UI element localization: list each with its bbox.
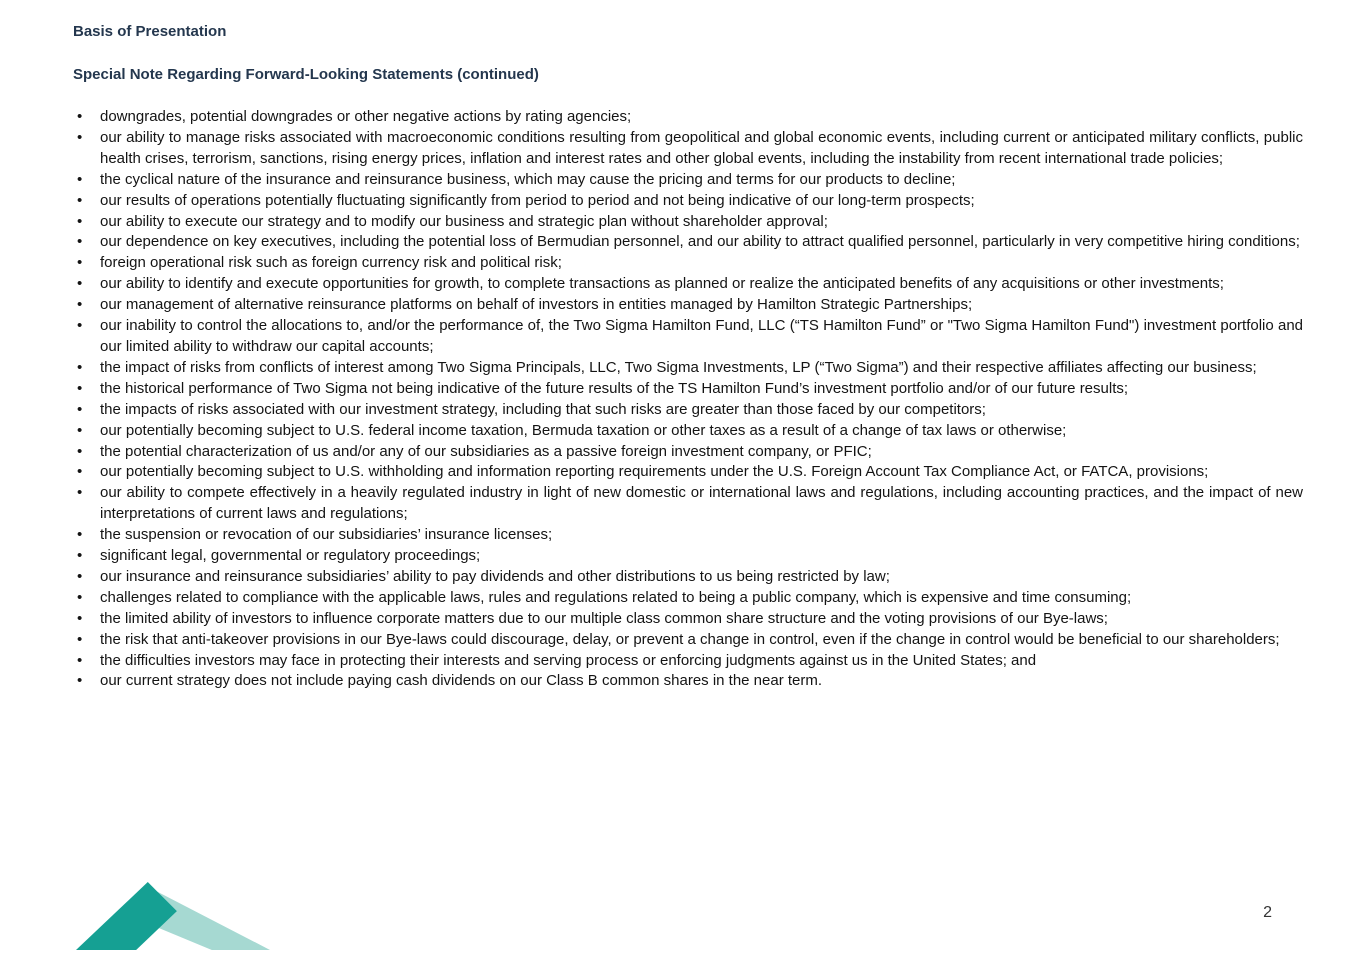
bullet-item: • our inability to control the allocations to, and/or the performance of, the Two Sigma Hamilton Fund, LLC (“TS Hamilton Fund” or "Two Sigma Hamilton Fund") investment portfolio and our limited ability to withdraw our capital accounts; [73,316,1303,358]
hamilton-logo-icon [76,882,270,950]
bullet-item: • foreign operational risk such as foreign currency risk and political risk; [73,253,1303,274]
bullet-item: • challenges related to compliance with the applicable laws, rules and regulations related to being a public company, which is expensive and time consuming; [73,588,1303,609]
bullet-item: • the difficulties investors may face in protecting their interests and serving process or enforcing judgments against us in the United States; and [73,651,1303,672]
bullet-item: • the cyclical nature of the insurance and reinsurance business, which may cause the pricing and terms for our products to decline; [73,170,1303,191]
bullet-item: • the suspension or revocation of our subsidiaries’ insurance licenses; [73,525,1303,546]
bullet-item: • our insurance and reinsurance subsidiaries’ ability to pay dividends and other distributions to us being restricted by law; [73,567,1303,588]
bullet-item: • the impact of risks from conflicts of interest among Two Sigma Principals, LLC, Two Sigma Investments, LP (“Two Sigma”) and their respective affiliates affecting our business; [73,358,1303,379]
bullet-item: • our ability to manage risks associated with macroeconomic conditions resulting from geopolitical and global economic events, including current or anticipated military conflicts, public health crises, terrorism, sanctions, rising energy prices, inflation and interest rates and other global events, including the instability from recent international trade policies; [73,128,1303,170]
bullet-item: • the potential characterization of us and/or any of our subsidiaries as a passive foreign investment company, or PFIC; [73,442,1303,463]
bullet-item: • our current strategy does not include paying cash dividends on our Class B common shares in the near term. [73,671,1303,692]
bullet-item: • the historical performance of Two Sigma not being indicative of the future results of the TS Hamilton Fund’s investment portfolio and/or of our future results; [73,379,1303,400]
bullet-item: • significant legal, governmental or regulatory proceedings; [73,546,1303,567]
bullet-item: • our ability to identify and execute opportunities for growth, to complete transactions as planned or realize the anticipated benefits of any acquisitions or other investments; [73,274,1303,295]
bullet-item: • our ability to compete effectively in a heavily regulated industry in light of new domestic or international laws and regulations, including accounting practices, and the impact of new interpretations of current laws and regulations; [73,483,1303,525]
bullet-item: • the limited ability of investors to influence corporate matters due to our multiple class common share structure and the voting provisions of our Bye-laws; [73,609,1303,630]
bullet-item: • our management of alternative reinsurance platforms on behalf of investors in entities managed by Hamilton Strategic Partnerships; [73,295,1303,316]
page-title: Basis of Presentation [73,23,227,40]
bullet-item: • our ability to execute our strategy and to modify our business and strategic plan without shareholder approval; [73,212,1303,233]
bullet-item: • our results of operations potentially fluctuating significantly from period to period and not being indicative of our long-term prospects; [73,191,1303,212]
bullet-list [73,107,1303,692]
bullet-item: • our potentially becoming subject to U.S. withholding and information reporting requirements under the U.S. Foreign Account Tax Compliance Act, or FATCA, provisions; [73,462,1303,483]
bullet-item: • our potentially becoming subject to U.S. federal income taxation, Bermuda taxation or other taxes as a result of a change of tax laws or otherwise; [73,421,1303,442]
bullet-item: • the risk that anti-takeover provisions in our Bye-laws could discourage, delay, or prevent a change in control, even if the change in control would be beneficial to our shareholders; [73,630,1303,651]
page-subtitle: Special Note Regarding Forward-Looking Statements (continued) [73,65,539,83]
bullet-item: • our dependence on key executives, including the potential loss of Bermudian personnel, and our ability to attract qualified personnel, particularly in very competitive hiring conditions; [73,232,1303,253]
bullet-item: • the impacts of risks associated with our investment strategy, including that such risks are greater than those faced by our competitors; [73,400,1303,421]
page-number: 2 [1263,904,1272,921]
bullet-item: • downgrades, potential downgrades or other negative actions by rating agencies; [73,107,1303,128]
